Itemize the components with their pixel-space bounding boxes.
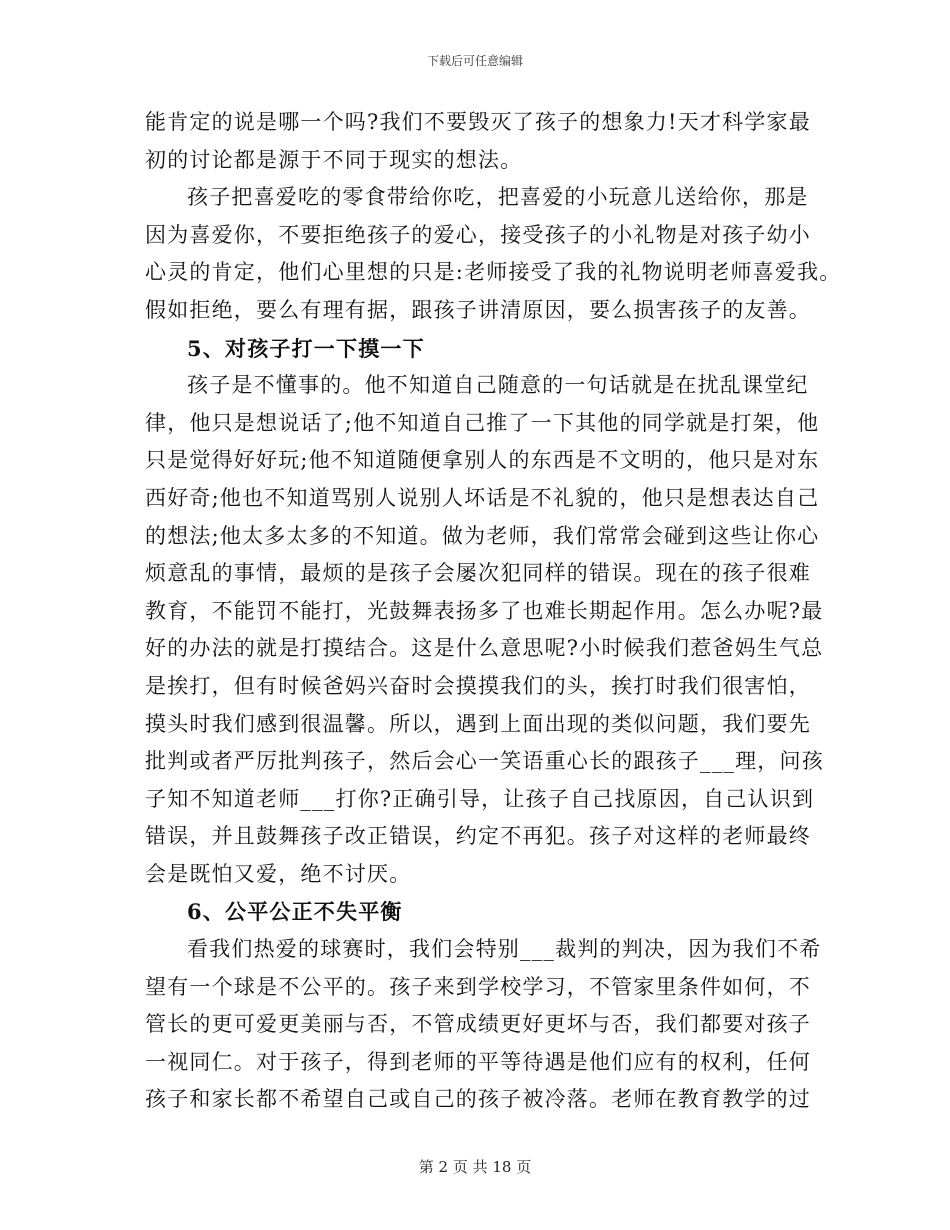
text-line: 是挨打，但有时候爸妈兴奋时会摸摸我们的头，挨打时我们很害怕，	[145, 673, 811, 698]
text-line: 只是觉得好好玩;他不知道随便拿别人的东西是不文明的，他只是对东	[145, 448, 820, 473]
page-number-footer: 第 2 页 共 18 页	[418, 1158, 532, 1176]
text-line: 批判或者严厉批判孩子，然后会心一笑语重心长的跟孩子___理，问孩	[145, 749, 824, 774]
text-line: 能肯定的说是哪一个吗?我们不要毁灭了孩子的想象力!天才科学家最	[145, 110, 811, 134]
text-line: 看我们热爱的球赛时，我们会特别___裁判的判决，因为我们不希	[187, 937, 822, 962]
text-line: 因为喜爱你，不要拒绝孩子的爱心，接受孩子的小礼物是对孩子幼小	[145, 222, 811, 247]
text-line: 好的办法的就是打摸结合。这是什么意思呢?小时候我们惹爸妈生气总	[145, 636, 824, 661]
text-line: 西好奇;他也不知道骂别人说别人坏话是不礼貌的，他只是想表达自己	[145, 485, 820, 510]
text-line: 的想法;他太多太多的不知道。做为老师，我们常常会碰到这些让你心	[145, 523, 820, 548]
page-header-note: 下载后可任意编辑	[426, 54, 523, 68]
text-line: 孩子把喜爱吃的零食带给你吃，把喜爱的小玩意儿送给你，那是	[187, 185, 809, 210]
text-line: 心灵的肯定，他们心里想的只是:老师接受了我的礼物说明老师喜爱我。	[145, 260, 842, 285]
text-line: 一视同仁。对于孩子，得到老师的平等待遇是他们应有的权利，任何	[145, 1049, 811, 1074]
text-line: 错误，并且鼓舞孩子改正错误，约定不再犯。孩子对这样的老师最终	[145, 824, 811, 849]
text-line: 会是既怕又爱，绝不讨厌。	[145, 861, 412, 886]
text-line: 望有一个球是不公平的。孩子来到学校学习，不管家里条件如何，不	[145, 974, 811, 999]
document-body	[145, 104, 842, 1119]
text-line: 孩子和家长都不希望自己或自己的孩子被冷落。老师在教育教学的过	[145, 1087, 811, 1112]
text-line: 律，他只是想说话了;他不知道自己推了一下其他的同学就是打架，他	[145, 410, 820, 435]
text-line: 初的讨论都是源于不同于现实的想法。	[145, 147, 523, 172]
section-heading-6: 6、公平公正不失平衡	[187, 899, 403, 925]
text-line: 摸头时我们感到很温馨。所以，遇到上面出现的类似问题，我们要先	[145, 711, 811, 736]
text-line: 孩子是不懂事的。他不知道自己随意的一句话就是在扰乱课堂纪	[187, 373, 809, 398]
text-line: 假如拒绝，要么有理有据，跟孩子讲清原因，要么损害孩子的友善。	[145, 297, 811, 322]
section-heading-5: 5、对孩子打一下摸一下	[187, 335, 425, 361]
text-line: 子知不知道老师___打你?正确引导，让孩子自己找原因，自己认识到	[145, 786, 815, 811]
text-line: 烦意乱的事情，最烦的是孩子会屡次犯同样的错误。现在的孩子很难	[145, 561, 811, 586]
text-line: 管长的更可爱更美丽与否，不管成绩更好更坏与否，我们都要对孩子	[145, 1012, 811, 1037]
text-line: 教育，不能罚不能打，光鼓舞表扬多了也难长期起作用。怎么办呢?最	[145, 598, 824, 623]
